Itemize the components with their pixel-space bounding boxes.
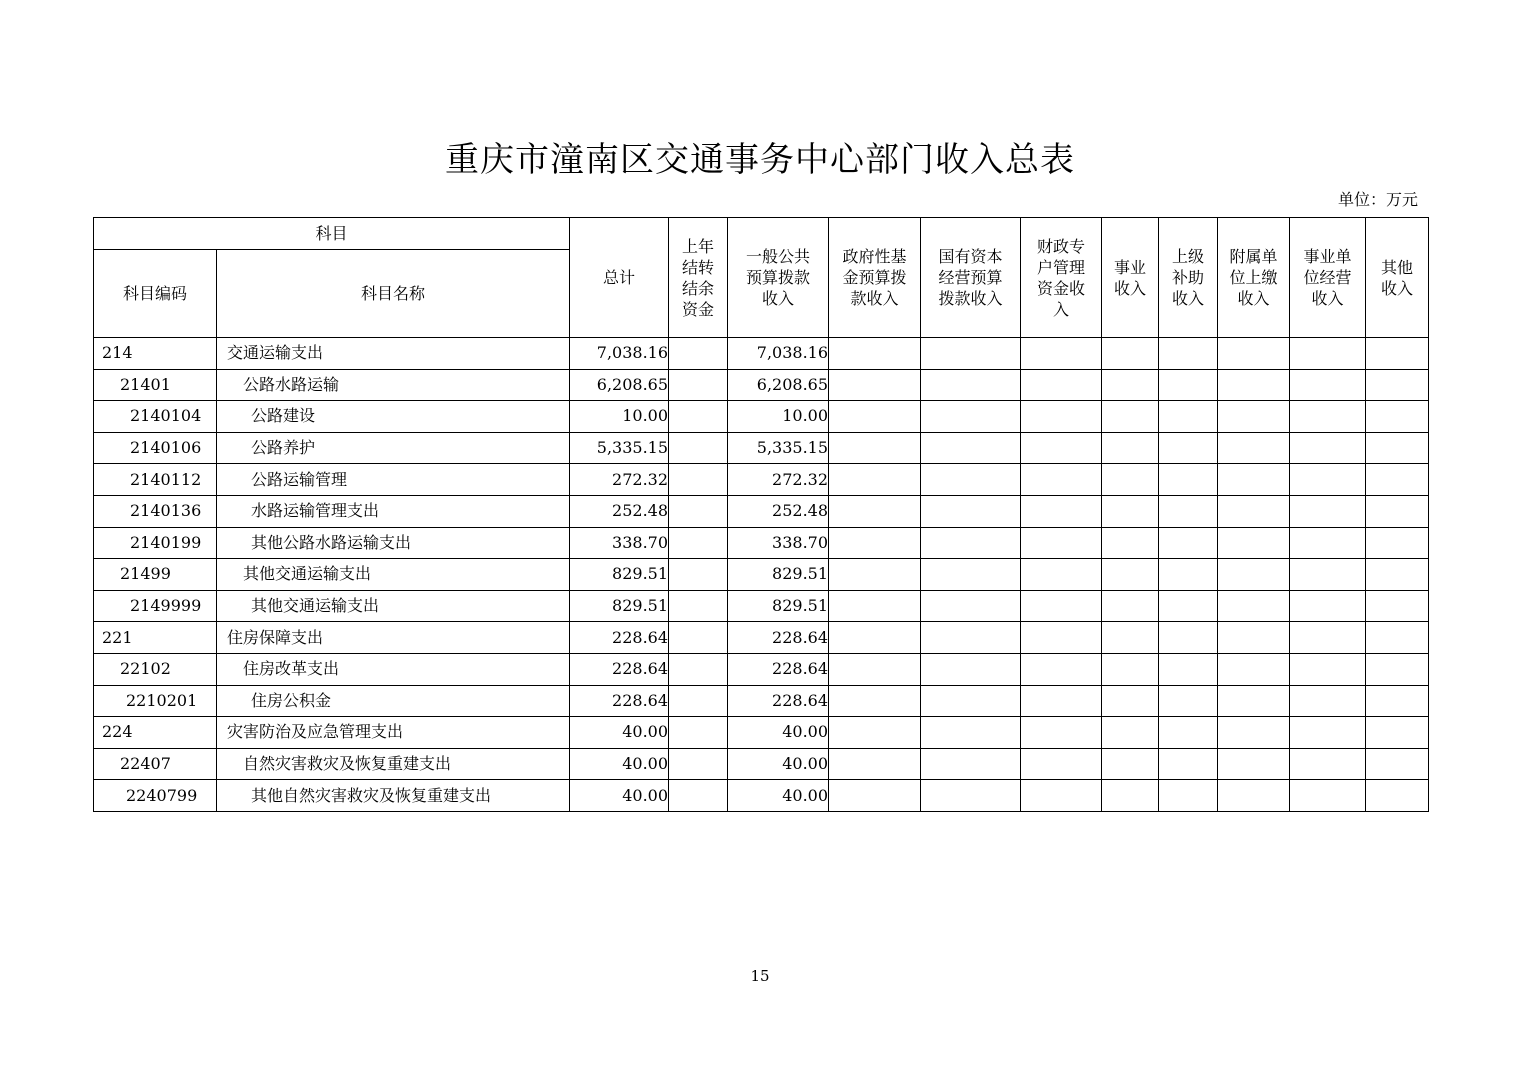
subject-name: 其他交通运输支出 bbox=[217, 559, 570, 591]
subject-name: 公路建设 bbox=[217, 401, 570, 433]
total-value: 228.64 bbox=[570, 653, 669, 685]
table-row bbox=[94, 495, 1429, 527]
total-value: 829.51 bbox=[570, 559, 669, 591]
header-business-income: 事业 收入 bbox=[1102, 218, 1159, 338]
income-summary-table bbox=[93, 217, 1429, 812]
general-budget-value: 228.64 bbox=[728, 685, 829, 717]
total-value: 40.00 bbox=[570, 717, 669, 749]
total-value: 829.51 bbox=[570, 590, 669, 622]
header-subject-group: 科目 bbox=[94, 218, 570, 250]
total-value: 228.64 bbox=[570, 685, 669, 717]
subject-code: 21499 bbox=[94, 559, 217, 591]
subject-code: 221 bbox=[94, 622, 217, 654]
total-value: 272.32 bbox=[570, 464, 669, 496]
subject-code: 224 bbox=[94, 717, 217, 749]
general-budget-value: 7,038.16 bbox=[728, 338, 829, 370]
subject-name: 公路养护 bbox=[217, 432, 570, 464]
general-budget-value: 829.51 bbox=[728, 590, 829, 622]
table-row bbox=[94, 780, 1429, 812]
unit-label: 单位：万元 bbox=[1337, 190, 1418, 209]
subject-name: 交通运输支出 bbox=[217, 338, 570, 370]
total-value: 40.00 bbox=[570, 780, 669, 812]
table-row bbox=[94, 748, 1429, 780]
subject-code: 2240799 bbox=[94, 780, 217, 812]
general-budget-value: 338.70 bbox=[728, 527, 829, 559]
subject-code: 2140136 bbox=[94, 495, 217, 527]
subject-code: 214 bbox=[94, 338, 217, 370]
general-budget-value: 40.00 bbox=[728, 717, 829, 749]
general-budget-value: 272.32 bbox=[728, 464, 829, 496]
subject-code: 22407 bbox=[94, 748, 217, 780]
total-value: 228.64 bbox=[570, 622, 669, 654]
table-row bbox=[94, 338, 1429, 370]
subject-name: 自然灾害救灾及恢复重建支出 bbox=[217, 748, 570, 780]
general-budget-value: 40.00 bbox=[728, 748, 829, 780]
general-budget-value: 829.51 bbox=[728, 559, 829, 591]
total-value: 7,038.16 bbox=[570, 338, 669, 370]
table-row bbox=[94, 685, 1429, 717]
header-subject-code: 科目编码 bbox=[94, 250, 217, 338]
table-row bbox=[94, 622, 1429, 654]
header-fiscal-account: 财政专 户管理 资金收 入 bbox=[1021, 218, 1102, 338]
total-value: 10.00 bbox=[570, 401, 669, 433]
general-budget-value: 228.64 bbox=[728, 653, 829, 685]
table-row bbox=[94, 590, 1429, 622]
table-row bbox=[94, 464, 1429, 496]
header-superior-subsidy: 上级 补助 收入 bbox=[1159, 218, 1218, 338]
table-row bbox=[94, 369, 1429, 401]
subject-name: 灾害防治及应急管理支出 bbox=[217, 717, 570, 749]
subject-name: 其他交通运输支出 bbox=[217, 590, 570, 622]
total-value: 338.70 bbox=[570, 527, 669, 559]
general-budget-value: 6,208.65 bbox=[728, 369, 829, 401]
table-row bbox=[94, 559, 1429, 591]
subject-name: 住房保障支出 bbox=[217, 622, 570, 654]
subject-code: 2140112 bbox=[94, 464, 217, 496]
subject-name: 公路运输管理 bbox=[217, 464, 570, 496]
subject-code: 2140199 bbox=[94, 527, 217, 559]
table-row bbox=[94, 717, 1429, 749]
general-budget-value: 228.64 bbox=[728, 622, 829, 654]
subject-code: 2210201 bbox=[94, 685, 217, 717]
header-prior-year-balance: 上年 结转 结余 资金 bbox=[669, 218, 728, 338]
header-general-budget: 一般公共 预算拨款 收入 bbox=[728, 218, 829, 338]
page-title: 重庆市潼南区交通事务中心部门收入总表 bbox=[445, 140, 1075, 180]
header-subject-name: 科目名称 bbox=[217, 250, 570, 338]
table-row bbox=[94, 401, 1429, 433]
general-budget-value: 5,335.15 bbox=[728, 432, 829, 464]
total-value: 252.48 bbox=[570, 495, 669, 527]
general-budget-value: 10.00 bbox=[728, 401, 829, 433]
subject-name: 其他自然灾害救灾及恢复重建支出 bbox=[217, 780, 570, 812]
subject-code: 2149999 bbox=[94, 590, 217, 622]
header-gov-fund: 政府性基 金预算拨 款收入 bbox=[829, 218, 921, 338]
subject-name: 公路水路运输 bbox=[217, 369, 570, 401]
general-budget-value: 40.00 bbox=[728, 780, 829, 812]
subject-name: 住房改革支出 bbox=[217, 653, 570, 685]
subject-name: 水路运输管理支出 bbox=[217, 495, 570, 527]
total-value: 40.00 bbox=[570, 748, 669, 780]
header-affiliated-payment: 附属单 位上缴 收入 bbox=[1218, 218, 1290, 338]
subject-code: 2140106 bbox=[94, 432, 217, 464]
header-other-income: 其他 收入 bbox=[1366, 218, 1429, 338]
total-value: 6,208.65 bbox=[570, 369, 669, 401]
header-business-operating: 事业单 位经营 收入 bbox=[1290, 218, 1366, 338]
table-row bbox=[94, 653, 1429, 685]
table-row bbox=[94, 527, 1429, 559]
subject-name: 其他公路水路运输支出 bbox=[217, 527, 570, 559]
subject-name: 住房公积金 bbox=[217, 685, 570, 717]
table-row bbox=[94, 432, 1429, 464]
page-number: 15 bbox=[750, 967, 770, 985]
subject-code: 2140104 bbox=[94, 401, 217, 433]
header-total: 总计 bbox=[570, 218, 669, 338]
total-value: 5,335.15 bbox=[570, 432, 669, 464]
subject-code: 22102 bbox=[94, 653, 217, 685]
general-budget-value: 252.48 bbox=[728, 495, 829, 527]
header-state-capital: 国有资本 经营预算 拨款收入 bbox=[921, 218, 1021, 338]
subject-code: 21401 bbox=[94, 369, 217, 401]
